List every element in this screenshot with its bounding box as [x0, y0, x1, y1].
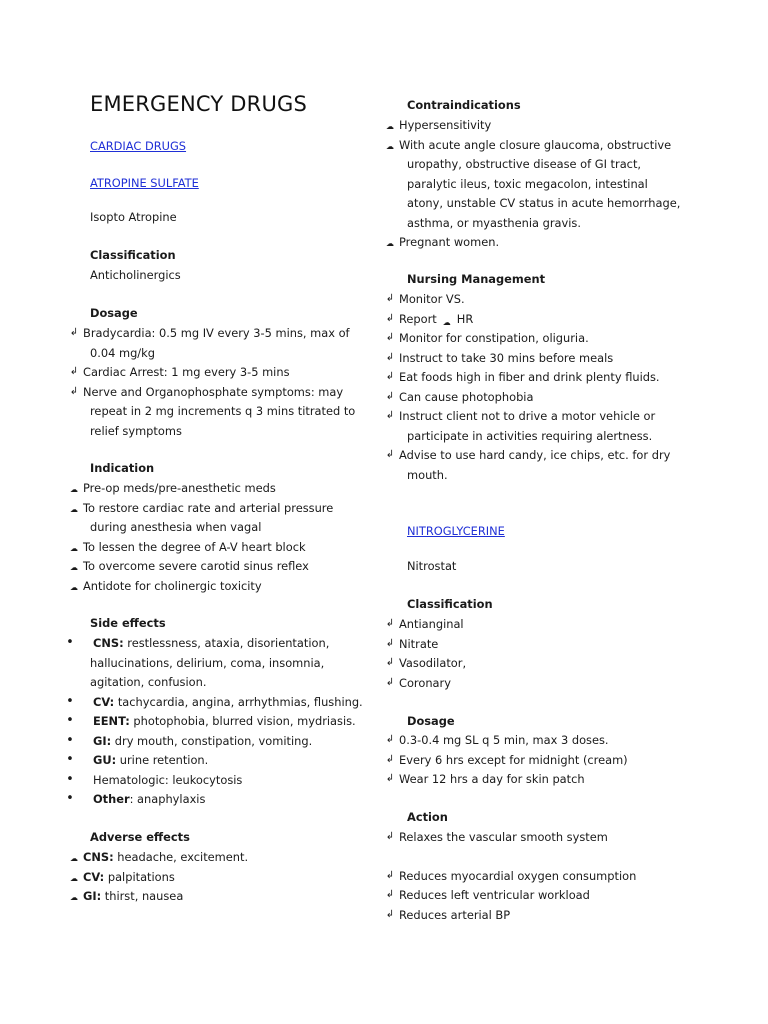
side-effect-line [93, 634, 329, 654]
side-effect-label: CV: [93, 694, 115, 709]
indication-line: To overcome severe carotid sinus reflex [83, 559, 309, 573]
arrow-bullet-icon: ↲ [69, 327, 79, 338]
dosage-line-2: Wear 12 hrs a day for skin patch [399, 772, 585, 786]
arrow-bullet-icon: ↲ [385, 889, 395, 900]
adverse-effect-text: headache, excitement. [113, 850, 249, 864]
contraindication-line: Hypersensitivity [399, 118, 492, 132]
dot-bullet-icon: • [66, 752, 74, 767]
side-effect-line [93, 771, 242, 791]
wing-bullet-icon: ☁ [386, 239, 394, 248]
contraindication-line: Pregnant women. [399, 235, 500, 249]
adverse-effect-text: palpitations [104, 869, 175, 884]
side-effect-label: Other [93, 792, 130, 806]
dot-bullet-icon: • [66, 791, 74, 806]
side-effect-line [93, 751, 208, 771]
nursing-text: HR [456, 311, 474, 326]
arrow-bullet-icon: ↲ [385, 351, 395, 363]
arrow-bullet-icon: ↲ [385, 293, 395, 304]
brand-name-2: Nitrostat [407, 559, 457, 573]
indication-line: To restore cardiac rate and arterial pressure [83, 500, 334, 515]
arrow-bullet-icon: ↲ [385, 870, 395, 881]
wing-bullet-icon: ☁ [70, 543, 78, 553]
adverse-effect-label: GI: [83, 889, 102, 903]
classification-line: Coronary [399, 675, 451, 690]
nursing-line: participate in activities requiring alertness. [407, 428, 653, 443]
cardiac-drugs-link[interactable]: CARDIAC DRUGS [90, 139, 187, 153]
contraindications-heading: Contraindications [407, 98, 521, 112]
contraindication-line: uropathy, obstructive disease of GI tract, [407, 157, 642, 171]
wing-bullet-icon: ☁ [70, 893, 78, 902]
action-heading: Action [407, 810, 448, 824]
contraindication-line: paralytic ileus, toxic megacolon, intestinal [407, 176, 648, 191]
action-line: Relaxes the vascular smooth system [399, 830, 608, 844]
arrow-bullet-icon: ↲ [385, 773, 395, 784]
wing-bullet-icon: ☁ [70, 582, 78, 592]
arrow-bullet-icon: ↲ [385, 410, 395, 421]
side-effect-text: restlessness, ataxia, disorientation, [123, 636, 330, 650]
side-effect-label: GU: [93, 753, 117, 767]
nursing-line: Instruct to take 30 mins before meals [399, 350, 614, 365]
arrow-bullet-icon: ↲ [385, 753, 395, 765]
nitroglycerine-link[interactable]: NITROGLYCERINE [407, 524, 505, 538]
dot-bullet-icon: • [66, 635, 74, 650]
side-effect-line [93, 732, 312, 752]
adverse-effects-heading: Adverse effects [90, 830, 190, 844]
indication-line: To lessen the degree of A-V heart block [83, 539, 306, 554]
nursing-line: Monitor for constipation, oliguria. [399, 331, 589, 345]
dot-bullet-icon: • [66, 713, 74, 728]
classification-heading: Classification [90, 248, 176, 262]
classification-line: Vasodilator, [399, 656, 467, 670]
indication-line: during anesthesia when vagal [90, 520, 262, 534]
contraindication-line: asthma, or myasthenia gravis. [407, 215, 581, 230]
classification-value: Anticholinergics [90, 268, 181, 282]
side-effect-line [93, 693, 363, 713]
nursing-line: Monitor VS. [399, 292, 465, 306]
dot-bullet-icon: • [66, 771, 74, 787]
adverse-effect-label: CV: [83, 869, 105, 884]
arrow-bullet-icon: ↲ [385, 449, 395, 460]
side-effect-continuation: hallucinations, delirium, coma, insomnia, [90, 655, 325, 670]
nursing-line: Instruct client not to drive a motor vehicle or [399, 409, 656, 423]
indication-line: Pre-op meds/pre-anesthetic meds [83, 481, 276, 495]
dosage-line: Cardiac Arrest: 1 mg every 3-5 mins [83, 365, 290, 379]
arrow-bullet-icon: ↲ [385, 734, 395, 745]
brand-name: Isopto Atropine [90, 210, 177, 224]
adverse-effect-line [83, 868, 175, 888]
arrow-bullet-icon: ↲ [385, 312, 395, 324]
side-effect-text: dry mouth, constipation, vomiting. [111, 733, 313, 748]
side-effect-text: Hematologic: leukocytosis [93, 772, 243, 787]
side-effect-text: tachycardia, angina, arrhythmias, flushing. [114, 694, 363, 709]
arrow-bullet-icon: ↲ [385, 676, 395, 688]
dosage-heading-2: Dosage [407, 714, 455, 728]
nursing-line: Can cause photophobia [399, 389, 534, 404]
side-effect-label: CNS: [93, 636, 124, 650]
side-effects-heading: Side effects [90, 616, 166, 630]
indication-heading: Indication [90, 461, 155, 475]
classification-heading-2: Classification [407, 597, 493, 611]
arrow-bullet-icon: ↲ [385, 371, 395, 382]
dosage-line: Bradycardia: 0.5 mg IV every 3-5 mins, max of [83, 326, 350, 340]
wing-bullet-icon: ☁ [386, 122, 394, 131]
dot-bullet-icon: • [66, 693, 74, 709]
action-line: Reduces myocardial oxygen consumption [399, 869, 637, 883]
atropine-sulfate-link[interactable]: ATROPINE SULFATE [90, 176, 199, 190]
wing-bullet-icon: ☁ [70, 873, 78, 883]
nursing-line: mouth. [407, 467, 448, 482]
arrow-bullet-icon: ↲ [385, 637, 395, 649]
arrow-bullet-icon: ↲ [385, 909, 395, 920]
wing-bullet-icon: ☁ [70, 563, 78, 572]
wing-bullet-icon: ☁ [70, 504, 78, 514]
classification-line: Nitrate [399, 636, 439, 651]
adverse-effect-line [83, 887, 183, 907]
nursing-text: Report [399, 311, 437, 326]
adverse-effect-label: CNS: [83, 850, 114, 864]
arrow-bullet-icon: ↲ [385, 618, 395, 629]
nursing-line: Eat foods high in fiber and drink plenty fluids. [399, 370, 660, 384]
side-effect-line [93, 790, 205, 810]
dosage-line: relief symptoms [90, 423, 182, 438]
side-effect-text: : anaphylaxis [129, 792, 206, 806]
adverse-effect-text: thirst, nausea [101, 889, 184, 903]
nursing-line: Advise to use hard candy, ice chips, etc. for dry [399, 448, 671, 462]
wing-bullet-icon: ☁ [386, 141, 394, 151]
arrow-bullet-icon: ↲ [385, 831, 395, 842]
dosage-line-2: Every 6 hrs except for midnight (cream) [399, 752, 628, 767]
dosage-line-2: 0.3-0.4 mg SL q 5 min, max 3 doses. [399, 733, 609, 747]
contraindication-line: atony, unstable CV status in acute hemorrhage, [407, 196, 681, 210]
side-effect-line [93, 712, 356, 732]
dosage-line: Nerve and Organophosphate symptoms: may [83, 384, 344, 399]
action-line: Reduces left ventricular workload [399, 888, 590, 902]
dot-bullet-icon: • [66, 732, 74, 748]
side-effect-text: photophobia, blurred vision, mydriasis. [129, 714, 356, 728]
contraindication-line: With acute angle closure glaucoma, obstructive [399, 137, 672, 152]
side-effect-label: EENT: [93, 714, 130, 728]
adverse-effect-line [83, 848, 248, 868]
arrow-bullet-icon: ↲ [385, 390, 395, 402]
dosage-heading: Dosage [90, 306, 138, 320]
wing-bullet-icon: ☁ [70, 485, 78, 494]
page-title: EMERGENCY DRUGS [90, 92, 308, 116]
arrow-bullet-icon: ↲ [385, 332, 395, 343]
nursing-management-heading: Nursing Management [407, 272, 546, 286]
side-effect-label: GI: [93, 733, 112, 748]
arrow-bullet-icon: ↲ [69, 366, 79, 377]
dosage-line: repeat in 2 mg increments q 3 mins titrated to [90, 404, 356, 418]
arrow-bullet-icon: ↲ [69, 385, 79, 397]
wing-bullet-icon: ☁ [70, 854, 78, 863]
side-effect-text: urine retention. [116, 753, 209, 767]
indication-line: Antidote for cholinergic toxicity [83, 578, 262, 593]
classification-line: Antianginal [399, 617, 464, 631]
down-arrow-icon: ☁ [442, 317, 451, 327]
side-effect-continuation: agitation, confusion. [90, 675, 207, 689]
action-line: Reduces arterial BP [399, 908, 511, 922]
arrow-bullet-icon: ↲ [385, 657, 395, 668]
dosage-line: 0.04 mg/kg [90, 345, 155, 360]
